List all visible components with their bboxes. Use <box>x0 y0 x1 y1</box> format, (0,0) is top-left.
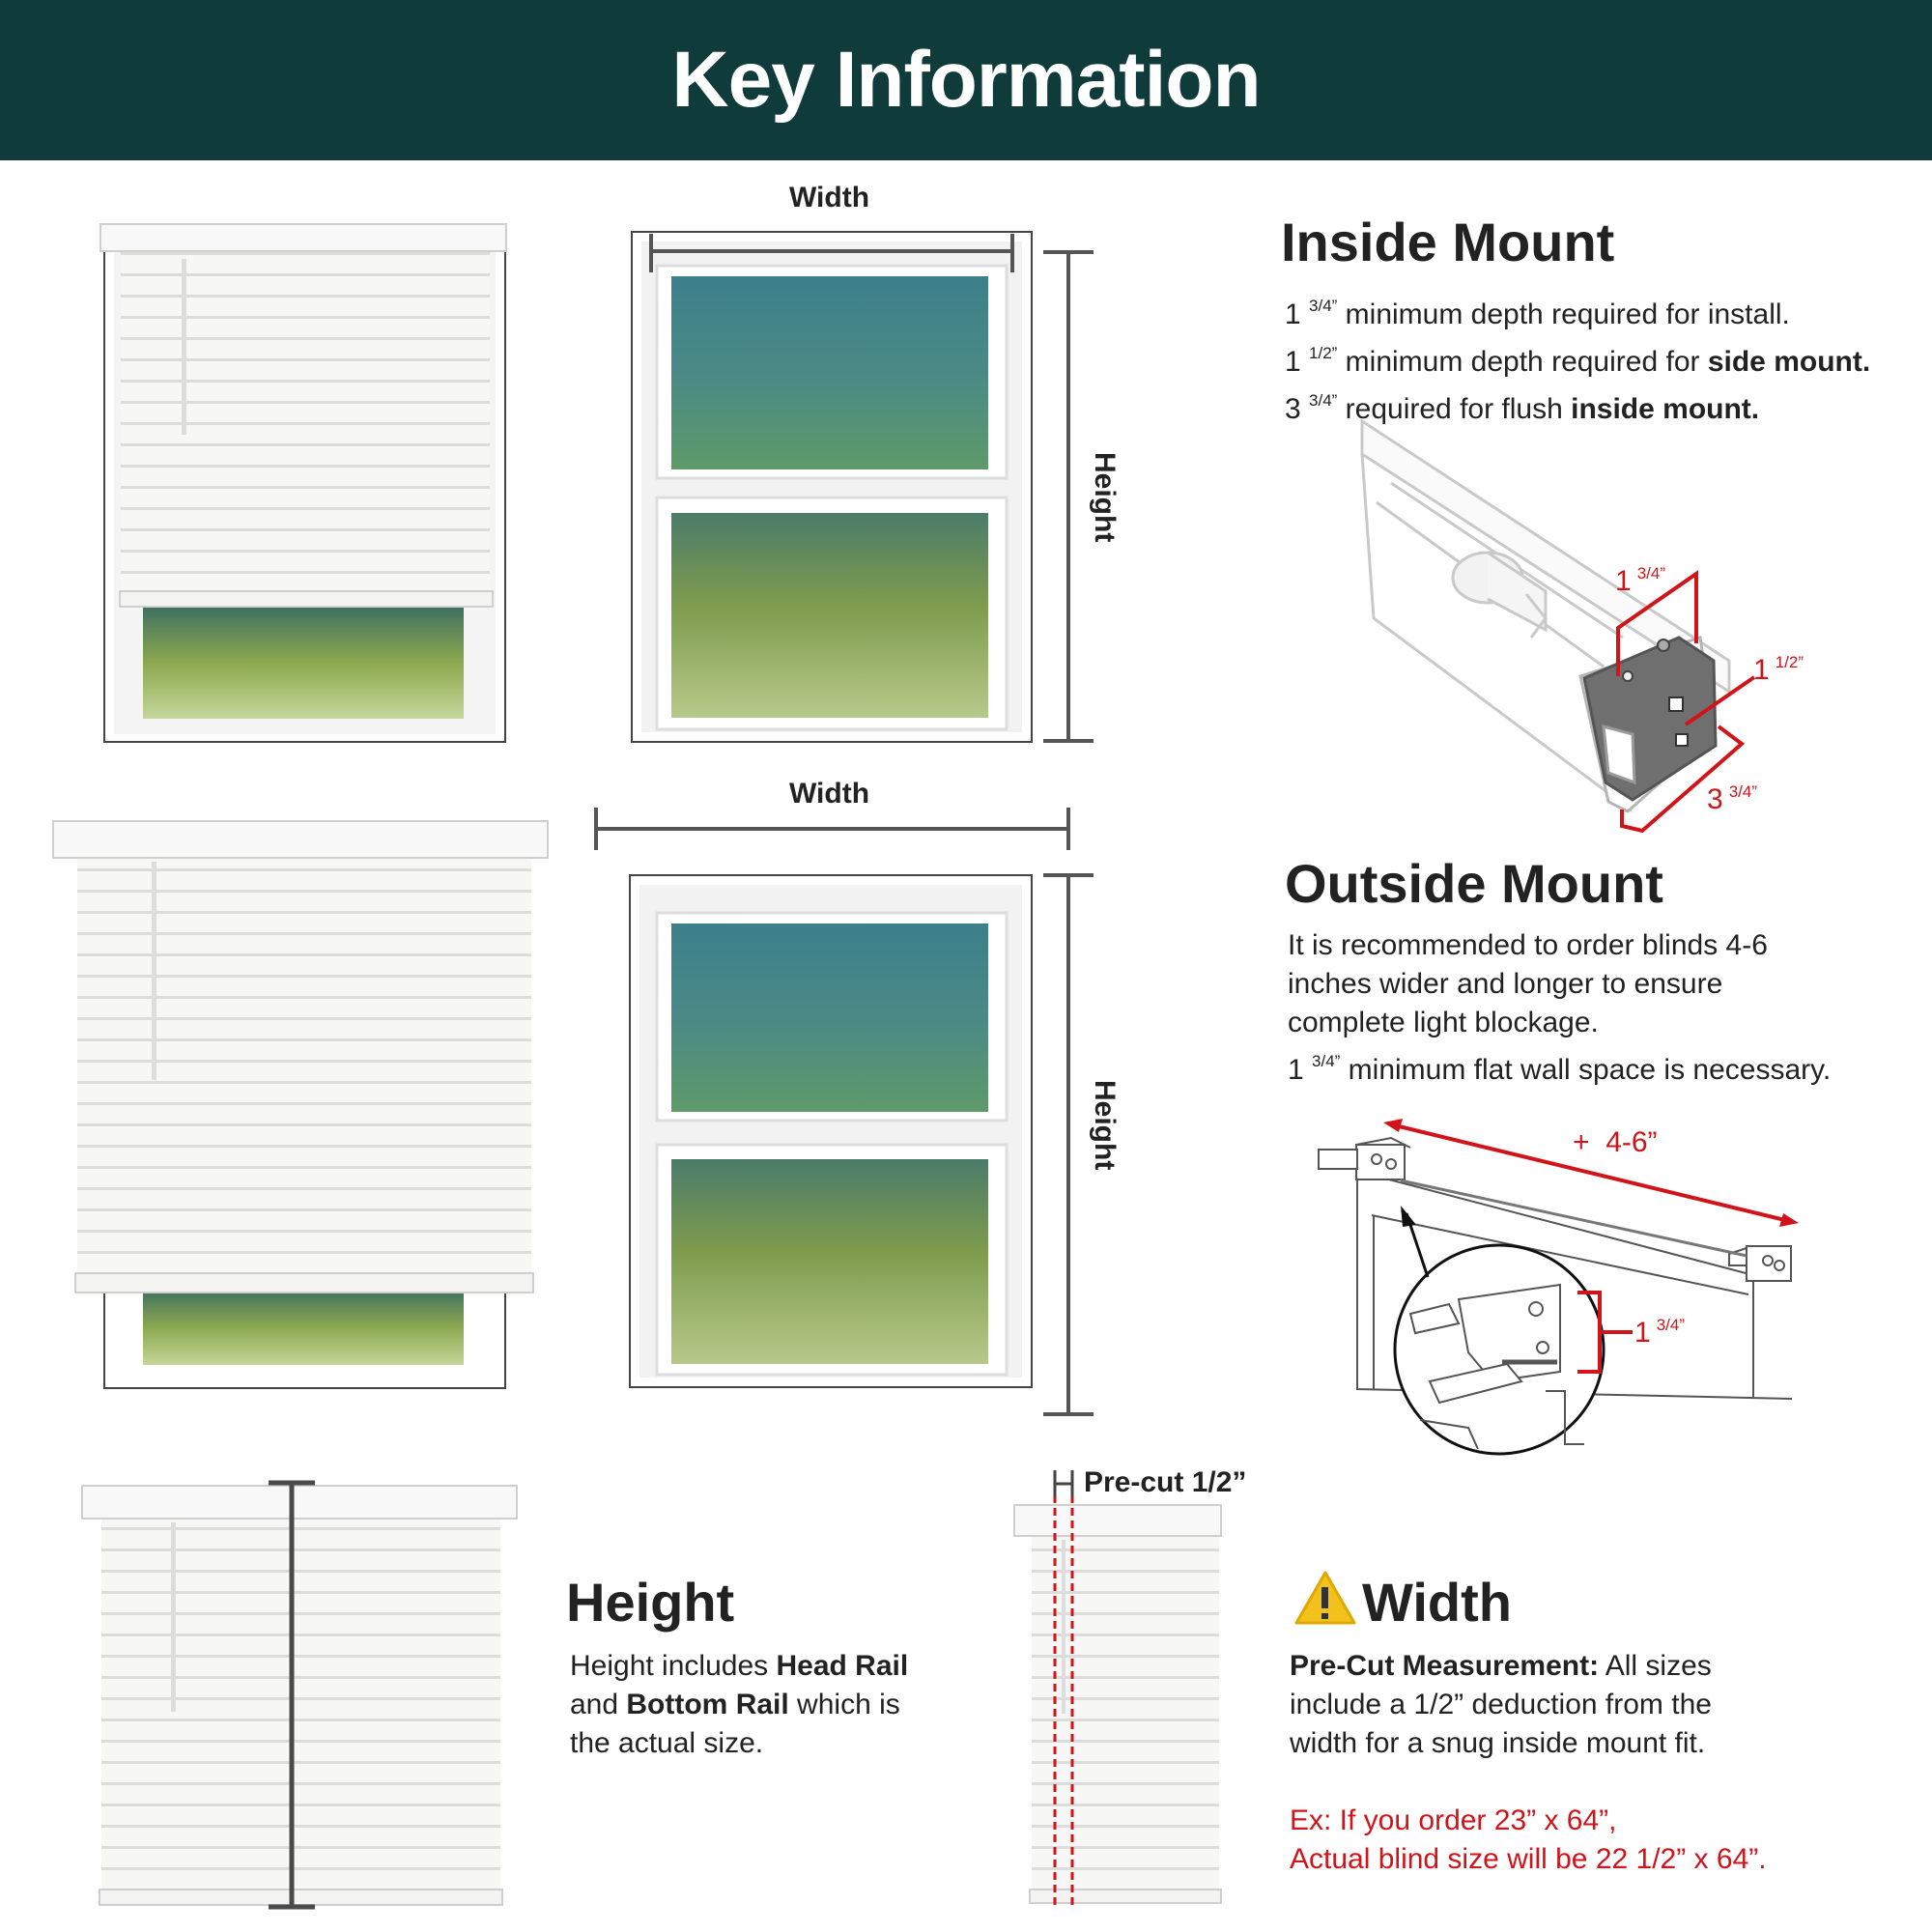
width-text: Pre-Cut Measurement: All sizes include a 1/2” deduction from the width for a snug inside mount fit. Ex: If you order 23” x 64”, Actual blind size will be 22 1/2” x 64”. <box>1290 1647 1767 1879</box>
height-label-outside: Height <box>1089 1080 1121 1171</box>
example-line-1: Ex: If you order 23” x 64”, <box>1290 1804 1617 1836</box>
outside-line-1: It is recommended to order blinds 4-6 <box>1288 929 1768 961</box>
width-label-inside: Width <box>789 182 870 213</box>
arrow-icon <box>1401 1206 1428 1277</box>
width-label-outside: Width <box>789 778 870 810</box>
precut-blind-illustration <box>1014 1470 1221 1908</box>
inside-mount-window-illustration <box>632 232 1094 742</box>
wall-space-label: 1 $^{3/4”}$ <box>1634 1316 1685 1349</box>
outside-line-2: inches wider and longer to ensure <box>1288 968 1723 1000</box>
example-line-2: Actual blind size will be 22 1/2” x 64”. <box>1290 1843 1767 1875</box>
inside-line-3: 3 $^{3/4”}$ required for flush inside mount. <box>1285 391 1760 425</box>
extra-width-label: + 4-6” <box>1573 1126 1658 1158</box>
outside-mount-title: Outside Mount <box>1285 853 1663 914</box>
height-blind-illustration <box>82 1483 517 1907</box>
height-label-inside: Height <box>1089 452 1121 543</box>
outside-line-4: 1 $^{3/4”}$ minimum flat wall space is necessary. <box>1288 1052 1832 1086</box>
inside-mount-blind-illustration <box>100 224 506 742</box>
width-title: Width <box>1362 1572 1512 1633</box>
outside-mount-window-illustration <box>596 808 1094 1414</box>
warning-icon <box>1296 1573 1354 1623</box>
inside-mount-title: Inside Mount <box>1281 212 1615 272</box>
precut-label: Pre-cut 1/2” <box>1084 1466 1247 1498</box>
outside-mount-text <box>1288 926 1831 1090</box>
inside-line-1: 1 $^{3/4”}$ minimum depth required for install. <box>1285 297 1790 330</box>
inside-mount-bracket-diagram <box>1362 421 1729 811</box>
outside-mount-bracket-diagram <box>1319 1138 1792 1454</box>
outside-line-3: complete light blockage. <box>1288 1007 1599 1038</box>
inside-depth-label: 1 $^{3/4”}$ <box>1615 564 1665 597</box>
flush-mount-depth-label: 3 $^{3/4”}$ <box>1707 782 1757 815</box>
side-mount-depth-label: 1 $^{1/2”}$ <box>1753 653 1804 686</box>
height-title: Height <box>566 1572 735 1633</box>
inside-mount-text <box>1285 287 1870 429</box>
outside-mount-blind-illustration <box>53 821 548 1388</box>
inside-line-2: 1 $^{1/2”}$ minimum depth required for side mount. <box>1285 344 1871 378</box>
height-text: Height includes Head Rail and Bottom Rail which is the actual size. <box>570 1650 909 1759</box>
page-title: Key Information <box>671 36 1261 124</box>
